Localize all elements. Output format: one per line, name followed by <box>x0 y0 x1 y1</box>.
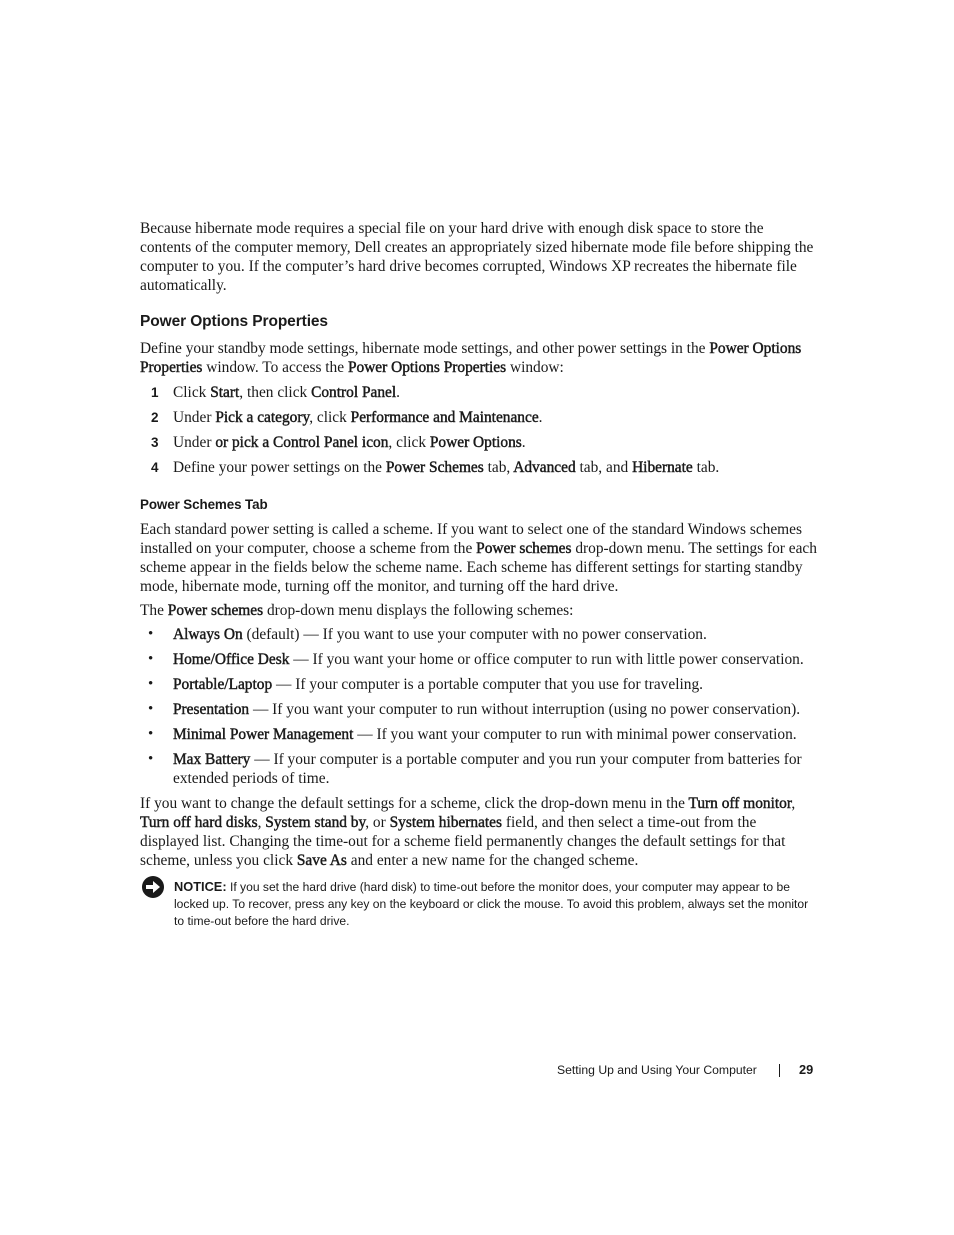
bullet-marker: • <box>148 701 154 717</box>
footer-title: Setting Up and Using Your Computer <box>557 1063 757 1077</box>
step-number: 4 <box>151 460 159 475</box>
notice-text: NOTICE: If you set the hard drive (hard disk) to time-out before the monitor does, your computer may appear to be locked up. To recover, press any key on the keyboard or click the mouse. To avoid this problem, always set the monitor to time-out before the hard drive. <box>174 879 809 929</box>
list-item: Minimal Power Management — If you want your computer to run with minimal power conservation. <box>173 726 797 743</box>
bullet-marker: • <box>148 676 154 692</box>
step-text: Define your power settings on the Power Schemes tab, Advanced tab, and Hibernate tab. <box>173 459 720 476</box>
list-item: Max Battery — If your computer is a portable computer and you run your computer from batteries for extended periods of time. <box>173 751 802 787</box>
list-item: Home/Office Desk — If you want your home or office computer to run with little power conservation. <box>173 651 804 668</box>
bullet-marker: • <box>148 751 154 767</box>
step-text: Under Pick a category, click Performance and Maintenance. <box>173 409 543 426</box>
notice-arrow-icon <box>141 875 165 899</box>
step-text: Under or pick a Control Panel icon, click Power Options. <box>173 434 526 451</box>
step-number: 3 <box>151 435 159 450</box>
footer-separator <box>779 1064 780 1077</box>
intro-paragraph: Because hibernate mode requires a special file on your hard drive with enough disk space to store the contents of the computer memory, Dell creates an appropriately sized hibernate mode file before shipping the computer to you. If the computer’s hard drive becomes corrupted, Windows XP recreates the hibernate file automatically. <box>140 220 814 294</box>
schemes-intro-paragraph: The Power schemes drop-down menu displays the following schemes: <box>140 602 574 619</box>
list-item: Presentation — If you want your computer to run without interruption (using no power conservation). <box>173 701 801 718</box>
notice-label: NOTICE: <box>174 879 227 894</box>
bullet-marker: • <box>148 626 154 642</box>
subsection-heading: Power Schemes Tab <box>140 497 268 512</box>
section-heading: Power Options Properties <box>140 313 328 330</box>
list-item: Portable/Laptop — If your computer is a portable computer that you use for traveling. <box>173 676 703 693</box>
step-number: 2 <box>151 410 159 425</box>
step-text: Click Start, then click Control Panel. <box>173 384 401 401</box>
bullet-marker: • <box>148 651 154 667</box>
change-settings-paragraph: If you want to change the default settings for a scheme, click the drop-down menu in the Turn off monitor, Turn off hard disks, System stand by, or System hibernates field, and then select a time-out from the displayed list. Changing the time-out for a scheme field permanently changes the default settings for that scheme, unless you click Save As and enter a new name for the changed scheme. <box>140 795 796 869</box>
section-intro-paragraph: Define your standby mode settings, hibernate mode settings, and other power settings in the Power Options Properties window. To access the Power Options Properties window: <box>140 340 802 376</box>
step-number: 1 <box>151 385 159 400</box>
subsection-paragraph: Each standard power setting is called a scheme. If you want to select one of the standard Windows schemes installed on your computer, choose a scheme from the Power schemes drop-down menu. The settings for each scheme appear in the fields below the scheme name. Each scheme has different settings for starting standby mode, hibernate mode, turning off the monitor, and turning off the hard drive. <box>140 521 817 595</box>
page-number: 29 <box>799 1062 814 1077</box>
list-item: Always On (default) — If you want to use your computer with no power conservation. <box>173 626 707 643</box>
bullet-marker: • <box>148 726 154 742</box>
